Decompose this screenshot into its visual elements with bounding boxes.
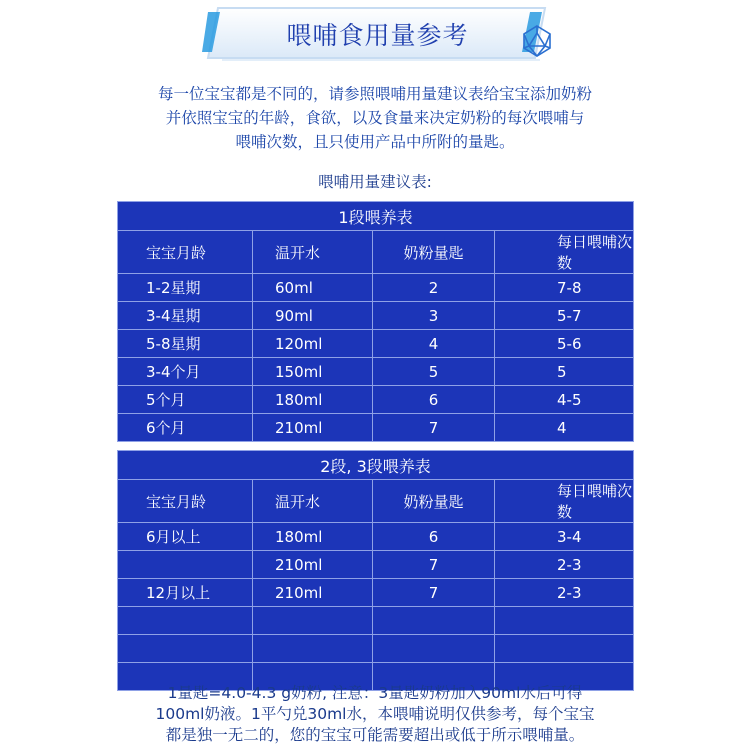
cell-age: 5-8星期: [118, 330, 253, 358]
cell-scoops: 6: [373, 386, 495, 414]
header-cell-scoops: 奶粉量匙: [373, 480, 495, 523]
cell-water: [253, 635, 373, 663]
cell-scoops: 3: [373, 302, 495, 330]
intro-line: 每一位宝宝都是不同的，请参照喂哺用量建议表给宝宝添加奶粉: [157, 85, 592, 103]
cell-water: 60ml: [253, 274, 373, 302]
cell-feeds: 4-5: [495, 386, 634, 414]
cell-age: 6个月: [118, 414, 253, 442]
table-title: 1段喂养表: [118, 202, 634, 231]
stage1-feeding-table: [117, 201, 634, 442]
table-row: [118, 523, 634, 551]
table-header-row: [118, 480, 634, 523]
footer-line: 100ml奶液。1平勺兑30ml水，本喂哺说明仅供参考，每个宝宝: [155, 705, 595, 723]
footer-note: [60, 683, 690, 746]
header-cell-feeds: 每日喂哺次数: [495, 480, 634, 523]
cell-water: 150ml: [253, 358, 373, 386]
header-cell-feeds: 每日喂哺次数: [495, 231, 634, 274]
stage2-3-feeding-table: [117, 450, 634, 691]
table-row: [118, 607, 634, 635]
cell-water: 90ml: [253, 302, 373, 330]
cell-water: 180ml: [253, 523, 373, 551]
cell-scoops: 7: [373, 579, 495, 607]
cell-age: 6月以上: [118, 523, 253, 551]
footer-line: 1量匙=4.0-4.3 g奶粉, 注意：3量匙奶粉加入90ml水后可得: [167, 684, 583, 702]
cell-age: [118, 635, 253, 663]
cell-age: 12月以上: [118, 579, 253, 607]
cell-scoops: [373, 635, 495, 663]
cell-water: 210ml: [253, 579, 373, 607]
cell-scoops: [373, 607, 495, 635]
cell-scoops: 4: [373, 330, 495, 358]
cell-feeds: 5-7: [495, 302, 634, 330]
cell-scoops: 5: [373, 358, 495, 386]
cell-feeds: 7-8: [495, 274, 634, 302]
cell-scoops: 7: [373, 414, 495, 442]
cell-water: [253, 607, 373, 635]
cell-feeds: [495, 635, 634, 663]
table-caption: 喂哺用量建议表:: [318, 173, 432, 191]
table-row: [118, 386, 634, 414]
table-row: [118, 579, 634, 607]
cell-water: 120ml: [253, 330, 373, 358]
table-row: [118, 635, 634, 663]
header-cell-water: 温开水: [253, 231, 373, 274]
header-cell-age: 宝宝月龄: [118, 480, 253, 523]
cell-feeds: 2-3: [495, 579, 634, 607]
table-row: [118, 551, 634, 579]
cell-feeds: 3-4: [495, 523, 634, 551]
cell-feeds: [495, 607, 634, 635]
cell-scoops: 6: [373, 523, 495, 551]
header-cell-age: 宝宝月龄: [118, 231, 253, 274]
cell-feeds: 2-3: [495, 551, 634, 579]
cell-feeds: 5: [495, 358, 634, 386]
intro-text: [110, 82, 640, 154]
cell-age: 5个月: [118, 386, 253, 414]
intro-line: 并依照宝宝的年龄，食欲，以及食量来决定奶粉的每次喂哺与: [165, 109, 585, 127]
cell-age: 3-4星期: [118, 302, 253, 330]
header-banner: [200, 4, 555, 62]
table-title: 2段, 3段喂养表: [118, 451, 634, 480]
cell-scoops: 2: [373, 274, 495, 302]
page-title: 喂哺食用量参考: [286, 21, 469, 50]
intro-line: 喂哺次数，且只使用产品中所附的量匙。: [235, 133, 515, 151]
cell-age: [118, 607, 253, 635]
table-header-row: [118, 231, 634, 274]
header-cell-water: 温开水: [253, 480, 373, 523]
table-row: [118, 358, 634, 386]
cell-water: 210ml: [253, 551, 373, 579]
footer-line: 都是独一无二的，您的宝宝可能需要超出或低于所示喂哺量。: [165, 726, 585, 744]
header-cell-scoops: 奶粉量匙: [373, 231, 495, 274]
polyhedron-logo-icon: [520, 24, 554, 58]
cell-water: 180ml: [253, 386, 373, 414]
cell-age: 1-2星期: [118, 274, 253, 302]
cell-age: 3-4个月: [118, 358, 253, 386]
table-row: [118, 302, 634, 330]
cell-feeds: 4: [495, 414, 634, 442]
cell-age: [118, 551, 253, 579]
table-row: [118, 274, 634, 302]
cell-scoops: 7: [373, 551, 495, 579]
cell-water: 210ml: [253, 414, 373, 442]
table-row: [118, 330, 634, 358]
table-row: [118, 414, 634, 442]
cell-feeds: 5-6: [495, 330, 634, 358]
